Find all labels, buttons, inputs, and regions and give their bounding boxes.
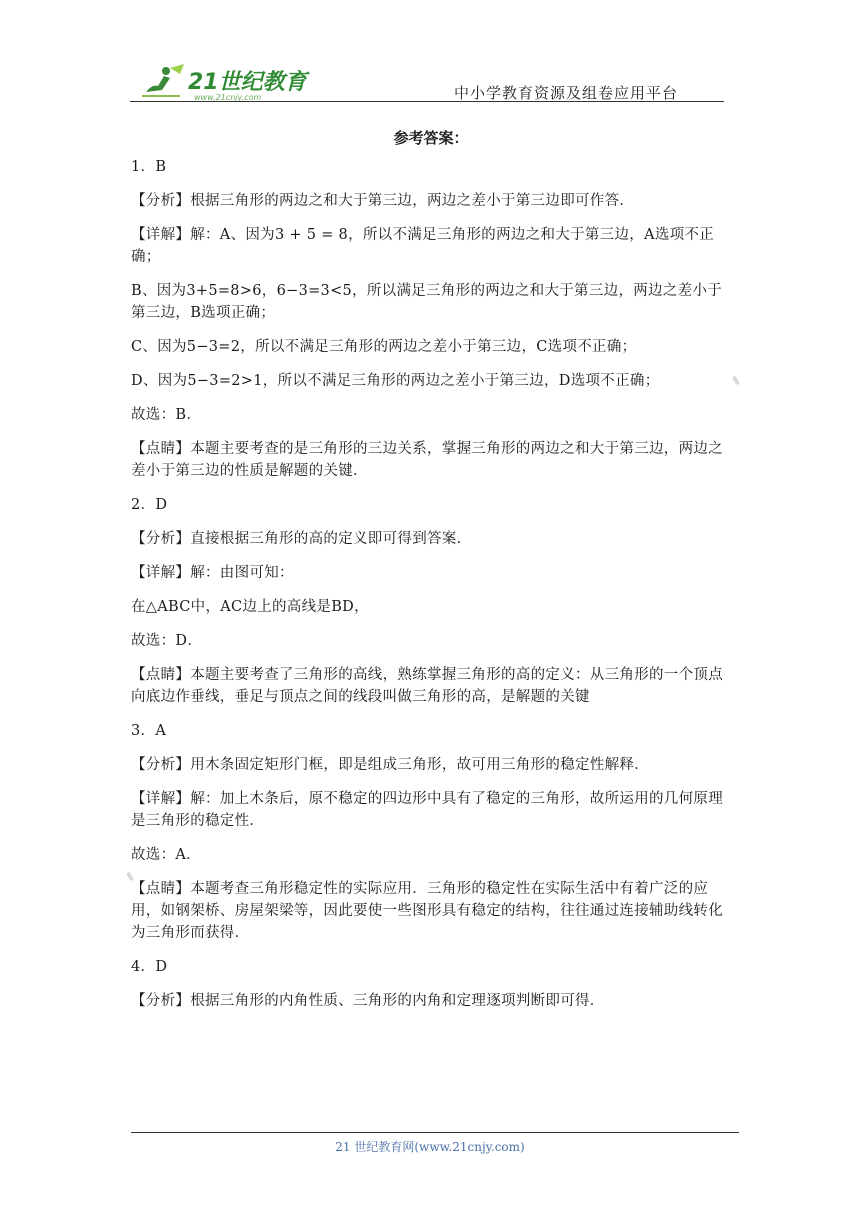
platform-name: 中小学教育资源及组卷应用平台	[453, 84, 678, 102]
logo-text: 21世纪教育	[188, 70, 307, 95]
page-footer: 21 世纪教育网(www.21cnjy.com)	[335, 1140, 525, 1154]
q3-analysis: 【分析】用木条固定矩形门框，即是组成三角形，故可用三角形的稳定性解释．	[131, 757, 649, 773]
q1-answer: 1．B	[131, 159, 167, 175]
q4-answer: 4．D	[131, 959, 168, 975]
answer-content	[131, 120, 731, 1018]
header-rule	[130, 101, 724, 102]
q2-analysis: 【分析】直接根据三角形的高的定义即可得到答案．	[131, 531, 472, 547]
page-header	[130, 60, 724, 104]
q3-answer: 3．A	[131, 723, 167, 739]
q1-detail-a: 【详解】解：A、因为3 + 5 = 8，所以不满足三角形的两边之和大于第三边，A选项不正确；	[131, 227, 715, 265]
logo-url: www.21cnjy.com	[194, 93, 262, 102]
21cnjy-logo	[140, 62, 310, 102]
q4-analysis: 【分析】根据三角形的内角性质、三角形的内角和定理逐项判断即可得．	[131, 993, 605, 1009]
q1-detail-d: D、因为5−3=2>1，所以不满足三角形的两边之差小于第三边，D选项不正确；	[131, 373, 660, 389]
q1-detail-c: C、因为5−3=2，所以不满足三角形的两边之差小于第三边，C选项不正确；	[131, 339, 637, 355]
q3-detail: 【详解】解：加上木条后，原不稳定的四边形中具有了稳定的三角形，故所运用的几何原理是三角形的稳定性．	[131, 791, 723, 829]
footer-rule	[131, 1132, 739, 1133]
watermark-mark	[732, 376, 740, 386]
q1-detail-b: B、因为3+5=8>6，6−3=3<5，所以满足三角形的两边之和大于第三边，两边之差小于第三边，B选项正确；	[131, 283, 723, 321]
q3-selection: 故选：A．	[131, 847, 201, 863]
q1-analysis: 【分析】根据三角形的两边之和大于第三边，两边之差小于第三边即可作答．	[131, 193, 635, 209]
q3-note: 【点睛】本题考查三角形稳定性的实际应用．三角形的稳定性在实际生活中有着广泛的应用，如钢架桥、房屋架梁等，因此要使一些图形具有稳定的结构，往往通过连接辅助线转化为三角形而获得．	[131, 881, 723, 941]
q2-selection: 故选：D．	[131, 633, 203, 649]
q2-note: 【点睛】本题主要考查了三角形的高线，熟练掌握三角形的高的定义：从三角形的一个顶点向底边作垂线，垂足与顶点之间的线段叫做三角形的高，是解题的关键	[131, 667, 723, 705]
q2-answer: 2．D	[131, 497, 168, 513]
q1-selection: 故选：B．	[131, 407, 202, 423]
q2-detail-1: 【详解】解：由图可知：	[131, 565, 294, 581]
q2-detail-2: 在△ABC中，AC边上的高线是BD，	[131, 599, 369, 615]
q1-note: 【点睛】本题主要考查的是三角形的三边关系，掌握三角形的两边之和大于第三边，两边之差小于第三边的性质是解题的关键．	[131, 441, 723, 479]
page-title: 参考答案：	[393, 129, 469, 147]
